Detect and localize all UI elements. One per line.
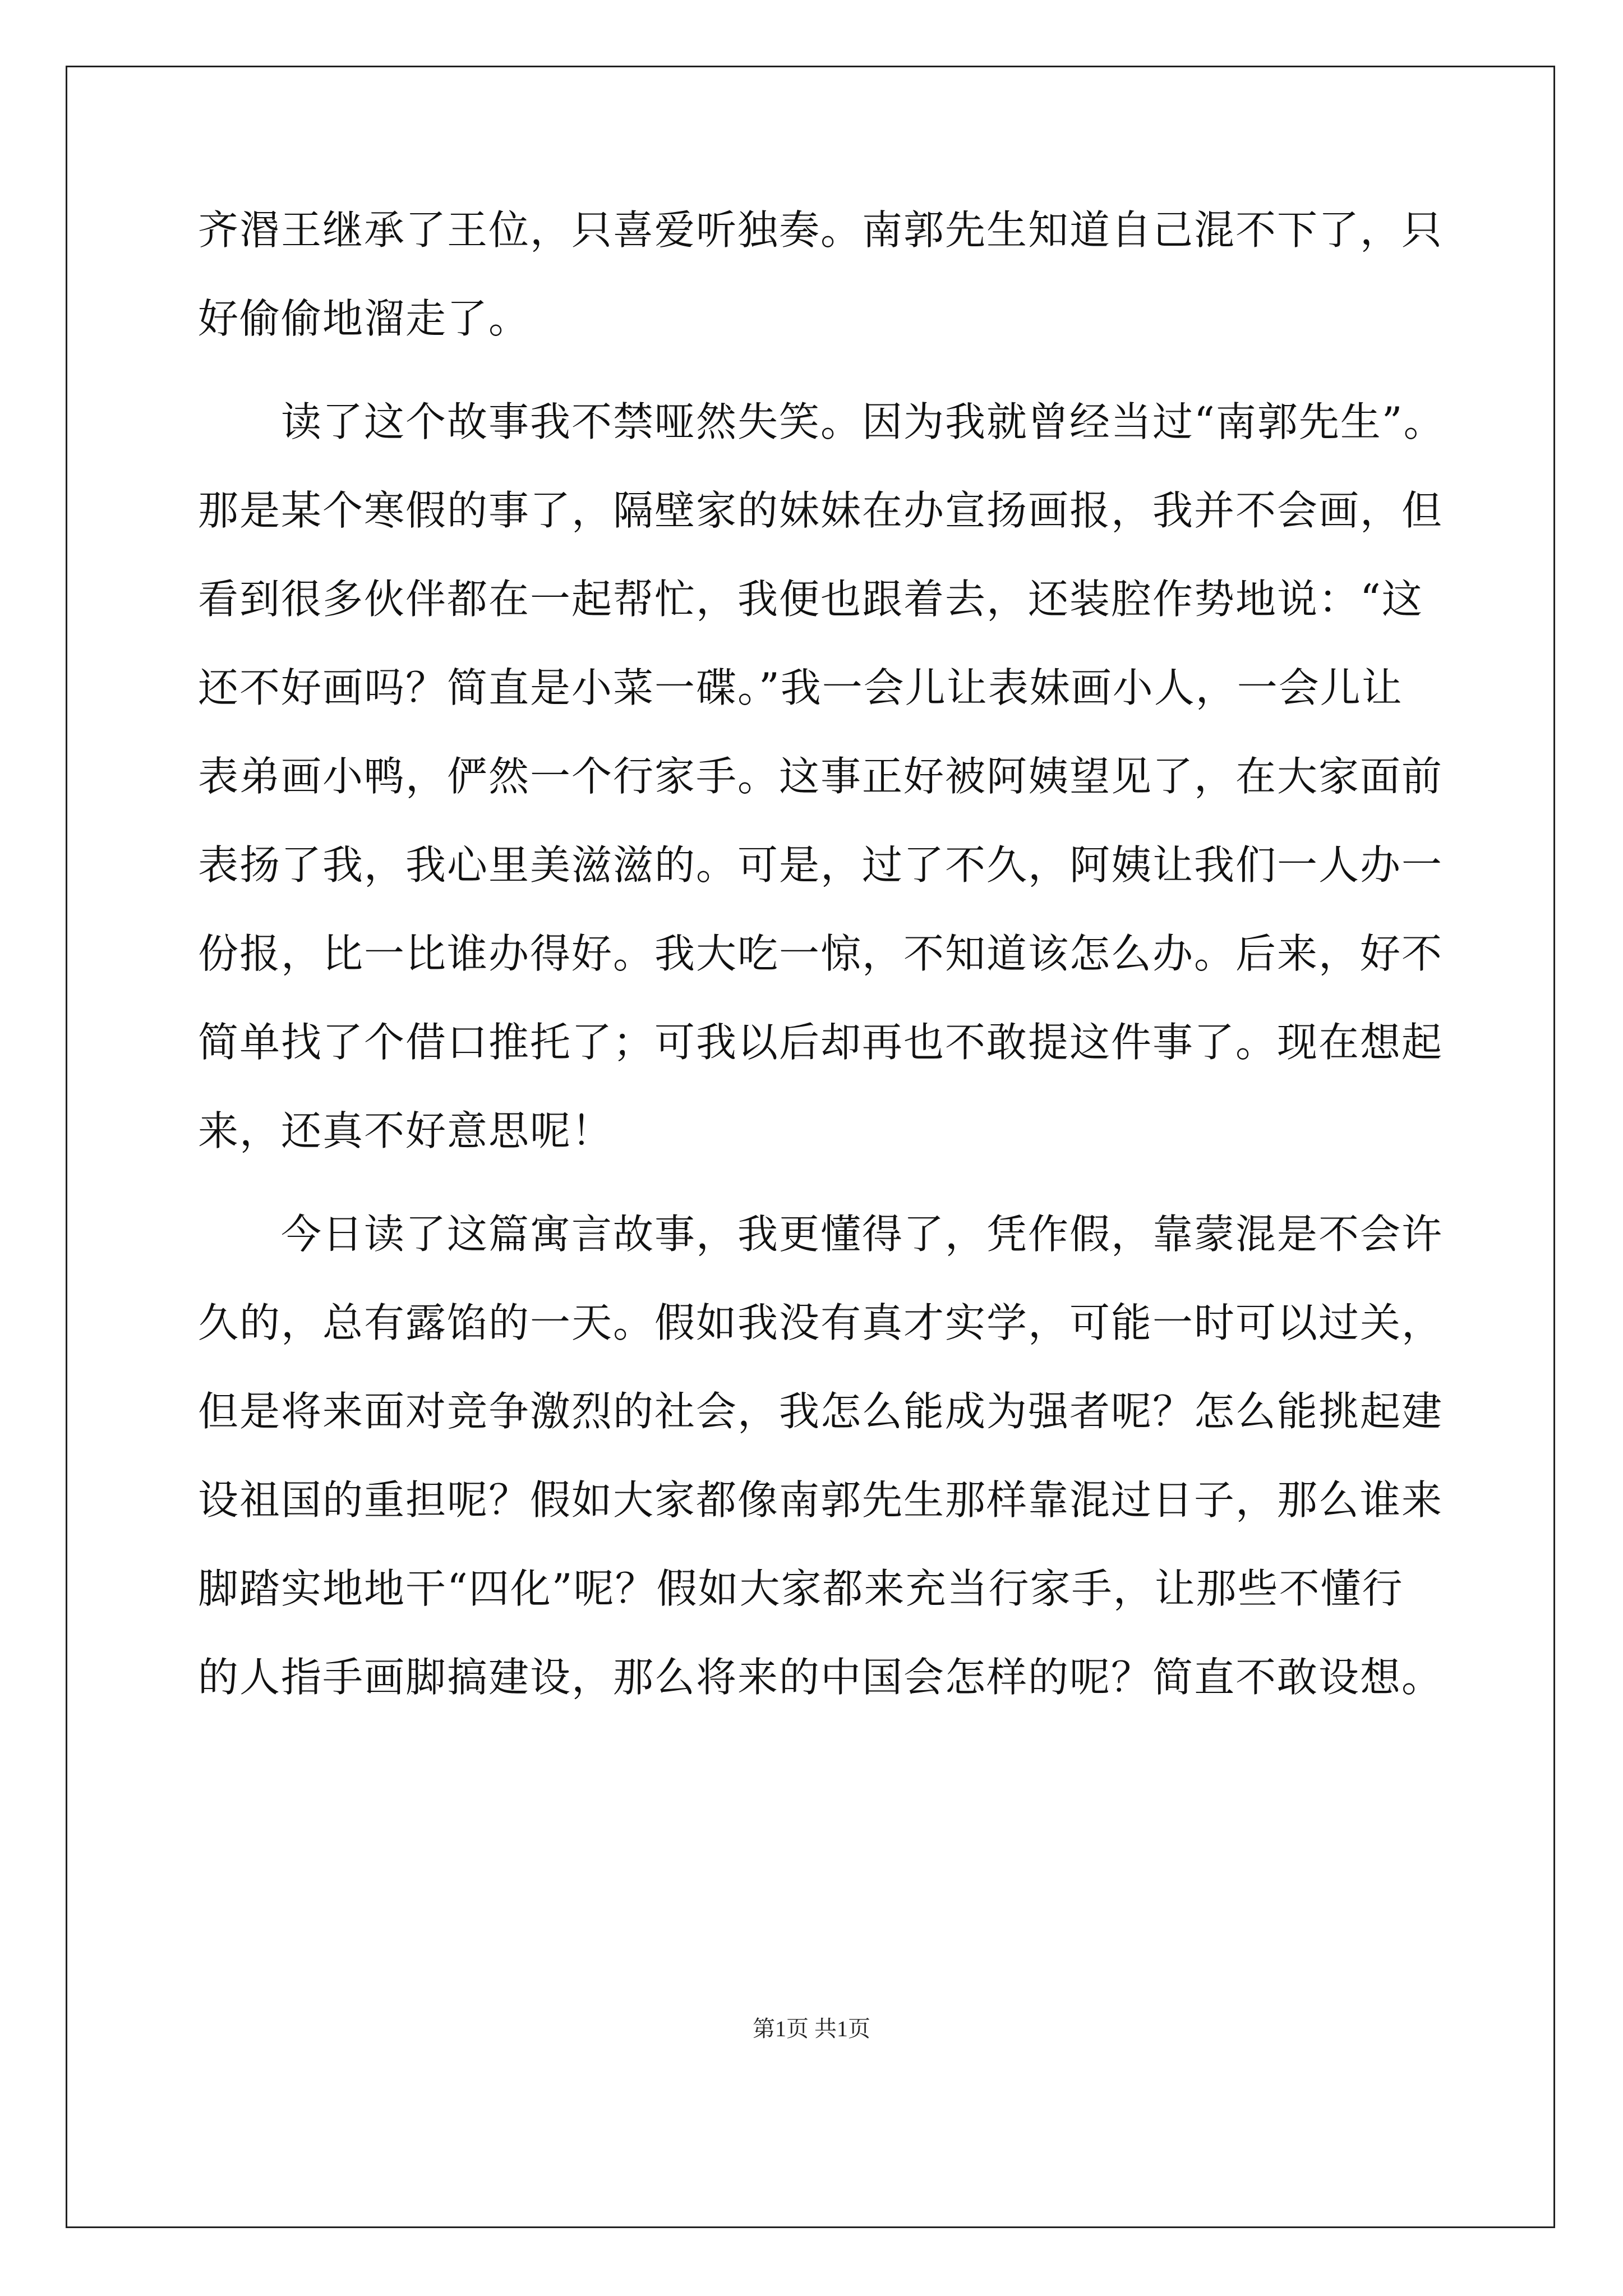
paragraph-start-line: 读了这个故事我不禁哑然失笑。因为我就曾经当过“南郭先生”。 — [281, 398, 1445, 445]
text-line: 还不好画吗？简直是小菜一碟。”我一会儿让表妹画小人，一会儿让 — [198, 664, 1403, 711]
text-line: 齐湣王继承了王位，只喜爱听独奏。南郭先生知道自己混不下了，只 — [198, 206, 1444, 254]
text-line: 脚踏实地地干“四化”呢？假如大家都来充当行家手，让那些不懂行 — [198, 1565, 1404, 1612]
text-line: 来，还真不好意思呢！ — [198, 1107, 614, 1154]
text-line: 的人指手画脚搞建设，那么将来的中国会怎样的呢？简直不敢设想。 — [198, 1654, 1444, 1701]
text-line: 久的，总有露馅的一天。假如我没有真才实学，可能一时可以过关， — [198, 1299, 1444, 1346]
text-line: 设祖国的重担呢？假如大家都像南郭先生那样靠混过日子，那么谁来 — [198, 1476, 1444, 1524]
text-line: 那是某个寒假的事了，隔壁家的妹妹在办宣扬画报，我并不会画，但 — [198, 487, 1444, 534]
paragraph-start-line: 今日读了这篇寓言故事，我更懂得了，凭作假，靠蒙混是不会许 — [281, 1211, 1444, 1258]
text-line: 表弟画小鸭，俨然一个行家手。这事正好被阿姨望见了，在大家面前 — [198, 753, 1444, 800]
text-line: 好偷偷地溜走了。 — [198, 295, 531, 342]
text-line: 表扬了我，我心里美滋滋的。可是，过了不久，阿姨让我们一人办一 — [198, 841, 1444, 889]
text-line: 看到很多伙伴都在一起帮忙，我便也跟着去，还装腔作势地说：“这 — [198, 576, 1423, 623]
page-footer: 第1页 共1页 — [753, 2016, 870, 2041]
text-line: 份报，比一比谁办得好。我大吃一惊，不知道该怎么办。后来，好不 — [198, 930, 1444, 977]
text-line: 简单找了个借口推托了；可我以后却再也不敢提这件事了。现在想起 — [198, 1019, 1444, 1066]
text-line: 但是将来面对竞争激烈的社会，我怎么能成为强者呢？怎么能挑起建 — [198, 1388, 1444, 1435]
